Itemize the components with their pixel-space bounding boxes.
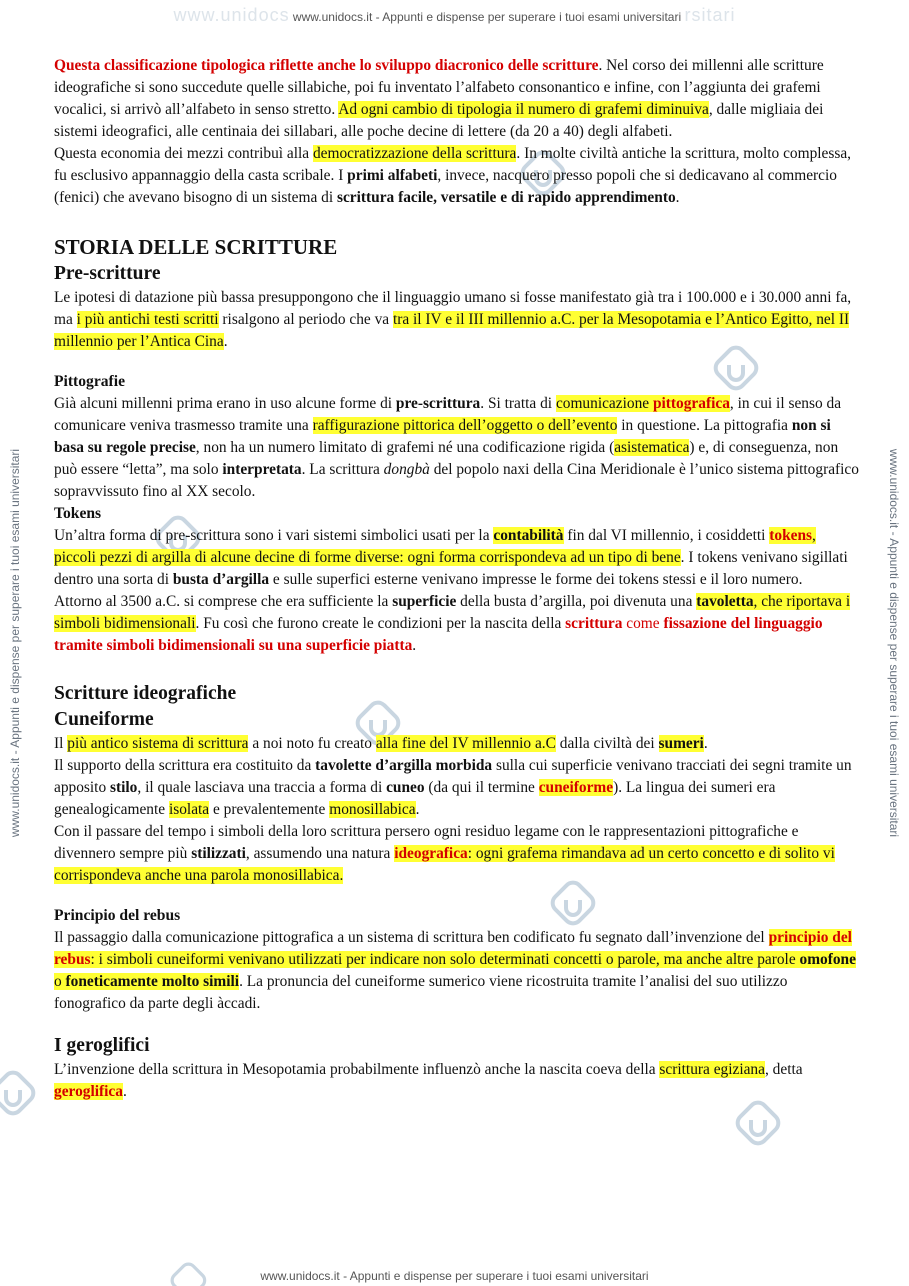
watermark-header xyxy=(0,5,909,26)
document-body xyxy=(54,55,860,1103)
watermark-footer-text: www.unidocs.it - Appunti e dispense per superare i tuoi esami universitari xyxy=(260,1269,649,1283)
section-heading-geroglifici: I geroglifici xyxy=(54,1035,150,1056)
rebus-paragraph: Il passaggio dalla comunicazione pittografica a un sistema di scrittura ben codificato fu segnato dall’invenzione del principio del rebus: i simboli cuneiformi venivano utilizzati per indicare non solo determinati concetti o parole, ma anche altre parole omofone o foneticamente molto simili. La pronuncia del cuneiforme sumerico viene ricostruita tramite l’analisi del suo utilizzo fonografico da parte degli àccadi. xyxy=(54,929,856,1012)
subheading-cuneiforme: Cuneiforme xyxy=(54,709,154,730)
watermark-side-right: www.unidocs.it - Appunti e dispense per superare i tuoi esami universitari xyxy=(887,448,901,838)
subheading-tokens: Tokens xyxy=(54,505,102,522)
watermark-header-text: www.unidocs.it - Appunti e dispense per superare i tuoi esami universitari xyxy=(292,10,682,24)
intro-paragraph-1: Questa classificazione tipologica riflette anche lo sviluppo diacronico delle scritture. Nel corso dei millenni alle scritture ideografiche si sono succedute quelle sillabiche, poi fu inventato l’alfabeto consonantico e infine, con l’aggiunta dei grafemi vocalici, si arrivò all’alfabeto in senso stretto. Ad ogni cambio di tipologia il numero di grafemi diminuiva, dalle migliaia dei sistemi ideografici, alle centinaia dei sillabari, alle poche decine di lettere (da 20 a 40) degli alfabeti. xyxy=(54,57,824,140)
tokens-paragraph-1: Un’altra forma di pre-scrittura sono i vari sistemi simbolici usati per la contabilità fin dal VI millennio, i cosiddetti tokens, piccoli pezzi di argilla di alcune decine di forme diverse: ogni forma corrispondeva ad un tipo di bene. I tokens venivano sigillati dentro una sorta di busta d’argilla e sulle superfici esterne venivano impresse le forme dei tokens stessi e il loro numero. xyxy=(54,527,848,588)
intro-paragraph-2: Questa economia dei mezzi contribuì alla democratizzazione della scrittura. In molte civiltà antiche la scrittura, molto complessa, fu esclusivo appannaggio della casta scribale. I primi alfabeti, invece, nacquero presso popoli che si dedicavano al commercio (fenici) che avevano bisogno di un sistema di scrittura facile, versatile e di rapido apprendimento. xyxy=(54,145,852,206)
watermark-logo-icon xyxy=(735,1100,785,1150)
cuneiforme-paragraph-2: Il supporto della scrittura era costituito da tavolette d’argilla morbida sulla cui superficie venivano tracciati dei segni tramite un apposito stilo, il quale lasciava una traccia a forma di cuneo (da qui il termine cuneiforme). La lingua dei sumeri era genealogicamente isolata e prevalentemente monosillabica. xyxy=(54,757,852,818)
cuneiforme-paragraph-3: Con il passare del tempo i simboli della loro scrittura persero ogni residuo legame con le rappresentazioni pittografiche e divennero sempre più stilizzati, assumendo una natura ideografica: ogni grafema rimandava ad un certo concetto e di solito vi corrispondeva anche una parola monosillabica. xyxy=(54,823,835,884)
pittografie-paragraph: Già alcuni millenni prima erano in uso alcune forme di pre-scrittura. Si tratta di comunicazione pittografica, in cui il senso da comunicare veniva trasmesso tramite una raffigurazione pittorica dell’oggetto o dell’evento in questione. La pittografia non si basa su regole precise, non ha un numero limitato di grafemi né una codificazione rigida (asistematica) e, di conseguenza, non può essere “letta”, ma solo interpretata. La scrittura dongbà del popolo naxi della Cina Meridionale è l’unico sistema pittografico sopravvissuto fino al XX secolo. xyxy=(54,395,859,500)
subheading-pittografie: Pittografie xyxy=(54,373,126,390)
watermark-logo-icon xyxy=(0,1070,40,1120)
subheading-prescritture: Pre-scritture xyxy=(54,263,161,284)
geroglifici-paragraph: L’invenzione della scrittura in Mesopotamia probabilmente influenzò anche la nascita coeva della scrittura egiziana, detta geroglifica. xyxy=(54,1061,803,1100)
subheading-rebus: Principio del rebus xyxy=(54,907,181,924)
section-heading-storia: STORIA DELLE SCRITTURE xyxy=(54,235,338,259)
watermark-ghost-left: www.unidocs xyxy=(173,5,290,25)
watermark-footer xyxy=(0,1269,909,1283)
prescritture-paragraph: Le ipotesi di datazione più bassa presuppongono che il linguaggio umano si fosse manifestato già tra i 100.000 e i 30.000 anni fa, ma i più antichi testi scritti risalgono al periodo che va tra il IV e il III millennio a.C. per la Mesopotamia e l’Antico Egitto, nel II millennio per l’Antica Cina. xyxy=(54,289,852,350)
tokens-paragraph-2: Attorno al 3500 a.C. si comprese che era sufficiente la superficie della busta d’argilla, poi divenuta una tavoletta, che riportava i simboli bidimensionali. Fu così che furono create le condizioni per la nascita della scrittura come fissazione del linguaggio tramite simboli bidimensionali su una superficie piatta. xyxy=(54,593,851,654)
section-heading-ideografiche: Scritture ideografiche xyxy=(54,683,237,704)
watermark-side-left: www.unidocs.it - Appunti e dispense per superare i tuoi esami universitari xyxy=(8,448,22,838)
watermark-ghost-right: rsitari xyxy=(684,5,736,25)
cuneiforme-paragraph-1: Il più antico sistema di scrittura a noi noto fu creato alla fine del IV millennio a.C dalla civiltà dei sumeri. xyxy=(54,735,708,752)
